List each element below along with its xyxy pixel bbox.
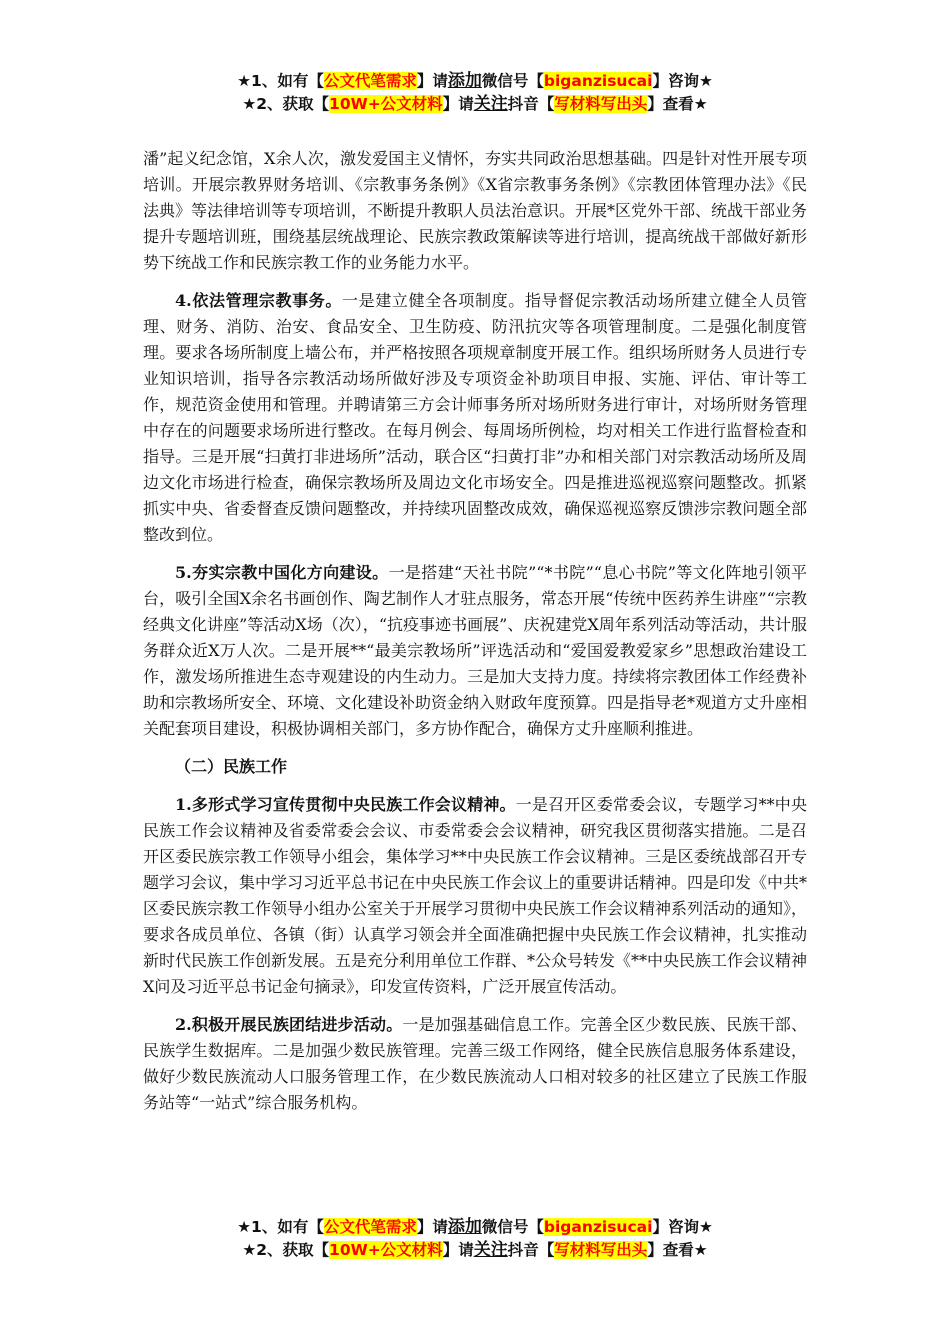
banner-text: 】查看★ [647,1241,708,1259]
paragraph [143,560,807,742]
paragraph-text: 一是加强基础信息工作。完善全区少数民族、民族干部、民族学生数据库。二是加强少数民族管理。完善三级工作网络，健全民族信息服务体系建设，做好少数民族流动人口服务管理工作，在少数民族流动人口相对较多的社区建立了民族工作服务站等“一站式”综合服务机构。 [143,1015,807,1112]
banner-highlight: 10W+公文材料 [329,1241,443,1259]
banner-line-2 [0,93,950,116]
banner-underline: 关注 [473,1240,508,1260]
banner-highlight: 10W+公文材料 [329,95,443,113]
paragraph-heading: 4.依法管理宗教事务。 [175,291,342,310]
banner-text: 】咨询★ [652,72,713,90]
banner-text: 微信号【 [481,72,544,90]
banner-line-1 [0,1216,950,1239]
banner-highlight: biganzisucai [543,72,653,90]
paragraph-heading: 2.积极开展民族团结进步活动。 [175,1015,403,1034]
banner-underline: 添加 [447,71,482,91]
paragraph: 潘”起义纪念馆，X余人次，激发爱国主义情怀，夯实共同政治思想基础。四是针对性开展专项培训。开展宗教界财务培训、《宗教事务条例》《X省宗教事务条例》《宗教团体管理办法》《民法典》等法律培训等专项培训，不断提升教职人员法治意识。开展*区党外干部、统战干部业务提升专题培训班，围绕基层统战理论、民族宗教政策解读等进行培训，提高统战干部做好新形势下统战工作和民族宗教工作的业务能力水平。 [143,149,808,272]
banner-text: 微信号【 [481,1218,544,1236]
paragraph-heading: 1.多形式学习宣传贯彻中央民族工作会议精神。 [175,795,516,814]
banner-line-1 [0,70,950,93]
banner-text: 】请 [416,1218,448,1236]
banner-text: ★1、如有【 [237,1218,324,1236]
paragraph-heading: 5.夯实宗教中国化方向建设。 [175,563,389,582]
header-banner [0,70,950,116]
footer-banner [0,1216,950,1262]
banner-line-2 [0,1239,950,1262]
banner-text: 】咨询★ [652,1218,713,1236]
paragraph [143,1012,807,1116]
banner-text: ★2、获取【 [242,95,330,113]
banner-text: ★1、如有【 [237,72,324,90]
paragraph-text: 一是召开区委常委会议，专题学习**中央民族工作会议精神及省委常委会会议、市委常委会会议精神，研究我区贯彻落实措施。二是召开区委民族宗教工作领导小组会，集体学习**中央民族工作会议精神。三是区委统战部召开专题学习会议，集中学习习近平总书记在中央民族工作会议上的重要讲话精神。四是印发《中共*区委民族宗教工作领导小组办公室关于开展学习贯彻中央民族工作会议精神系列活动的通知》，要求各成员单位、各镇（街）认真学习领会并全面准确把握中央民族工作会议精神，扎实推动新时代民族工作创新发展。五是充分利用单位工作群、*公众号转发《**中央民族工作会议精神X问及习近平总书记金句摘录》，印发宣传资料，广泛开展宣传活动。 [143,795,808,996]
banner-underline: 添加 [447,1217,482,1237]
banner-highlight: 写材料写出头 [554,95,648,113]
paragraph-text: 一是建立健全各项制度。指导督促宗教活动场所建立健全人员管理、财务、消防、治安、食品安全、卫生防疫、防汛抗灾等各项管理制度。二是强化制度管理。要求各场所制度上墙公布，并严格按照各项规章制度开展工作。组织场所财务人员进行专业知识培训，指导各宗教活动场所做好涉及专项资金补助项目申报、实施、评估、审计等工作，规范资金使用和管理。并聘请第三方会计师事务所对场所财务进行审计，对场所财务管理中存在的问题要求场所进行整改。在每月例会、每周场所例检，均对相关工作进行监督检查和指导。三是开展“扫黄打非进场所”活动，联合区“扫黄打非”办和相关部门对宗教活动场所及周边文化市场进行检查，确保宗教场所及周边文化市场安全。四是推进巡视巡察问题整改。抓紧抓实中央、省委督查反馈问题整改，并持续巩固整改成效，确保巡视巡察反馈涉宗教问题全部整改到位。 [143,291,807,544]
banner-highlight: 写材料写出头 [554,1241,648,1259]
banner-text: 抖音【 [507,1241,555,1259]
paragraph-text: 一是搭建“天社书院”“*书院”“息心书院”等文化阵地引领平台，吸引全国X余名书画创作、陶艺制作人才驻点服务，常态开展“传统中医药养生讲座”“宗教经典文化讲座”等活动X场（次），“抗疫事迹书画展”、庆祝建党X周年系列活动等活动，共计服务群众近X万人次。二是开展**“最美宗教场所”评选活动和“爱国爱教爱家乡”思想政治建设工作，激发场所推进生态寺观建设的内生动力。三是加大支持力度。持续将宗教团体工作经费补助和宗教场所安全、环境、文化建设补助资金纳入财政年度预算。四是指导老*观道方丈升座相关配套项目建设，积极协调相关部门，多方协作配合，确保方丈升座顺利推进。 [143,563,808,738]
banner-text: 】请 [416,72,448,90]
banner-highlight: 公文代笔需求 [323,72,417,90]
document-body [143,146,807,1128]
banner-highlight: 公文代笔需求 [323,1218,417,1236]
banner-text: 】请 [442,95,474,113]
banner-text: ★2、获取【 [242,1241,330,1259]
banner-underline: 关注 [473,94,508,114]
banner-text: 】查看★ [647,95,708,113]
banner-highlight: biganzisucai [543,1218,653,1236]
section-heading: （二）民族工作 [175,757,288,776]
paragraph [143,288,807,548]
paragraph [143,792,807,1000]
banner-text: 抖音【 [507,95,555,113]
banner-text: 】请 [442,1241,474,1259]
